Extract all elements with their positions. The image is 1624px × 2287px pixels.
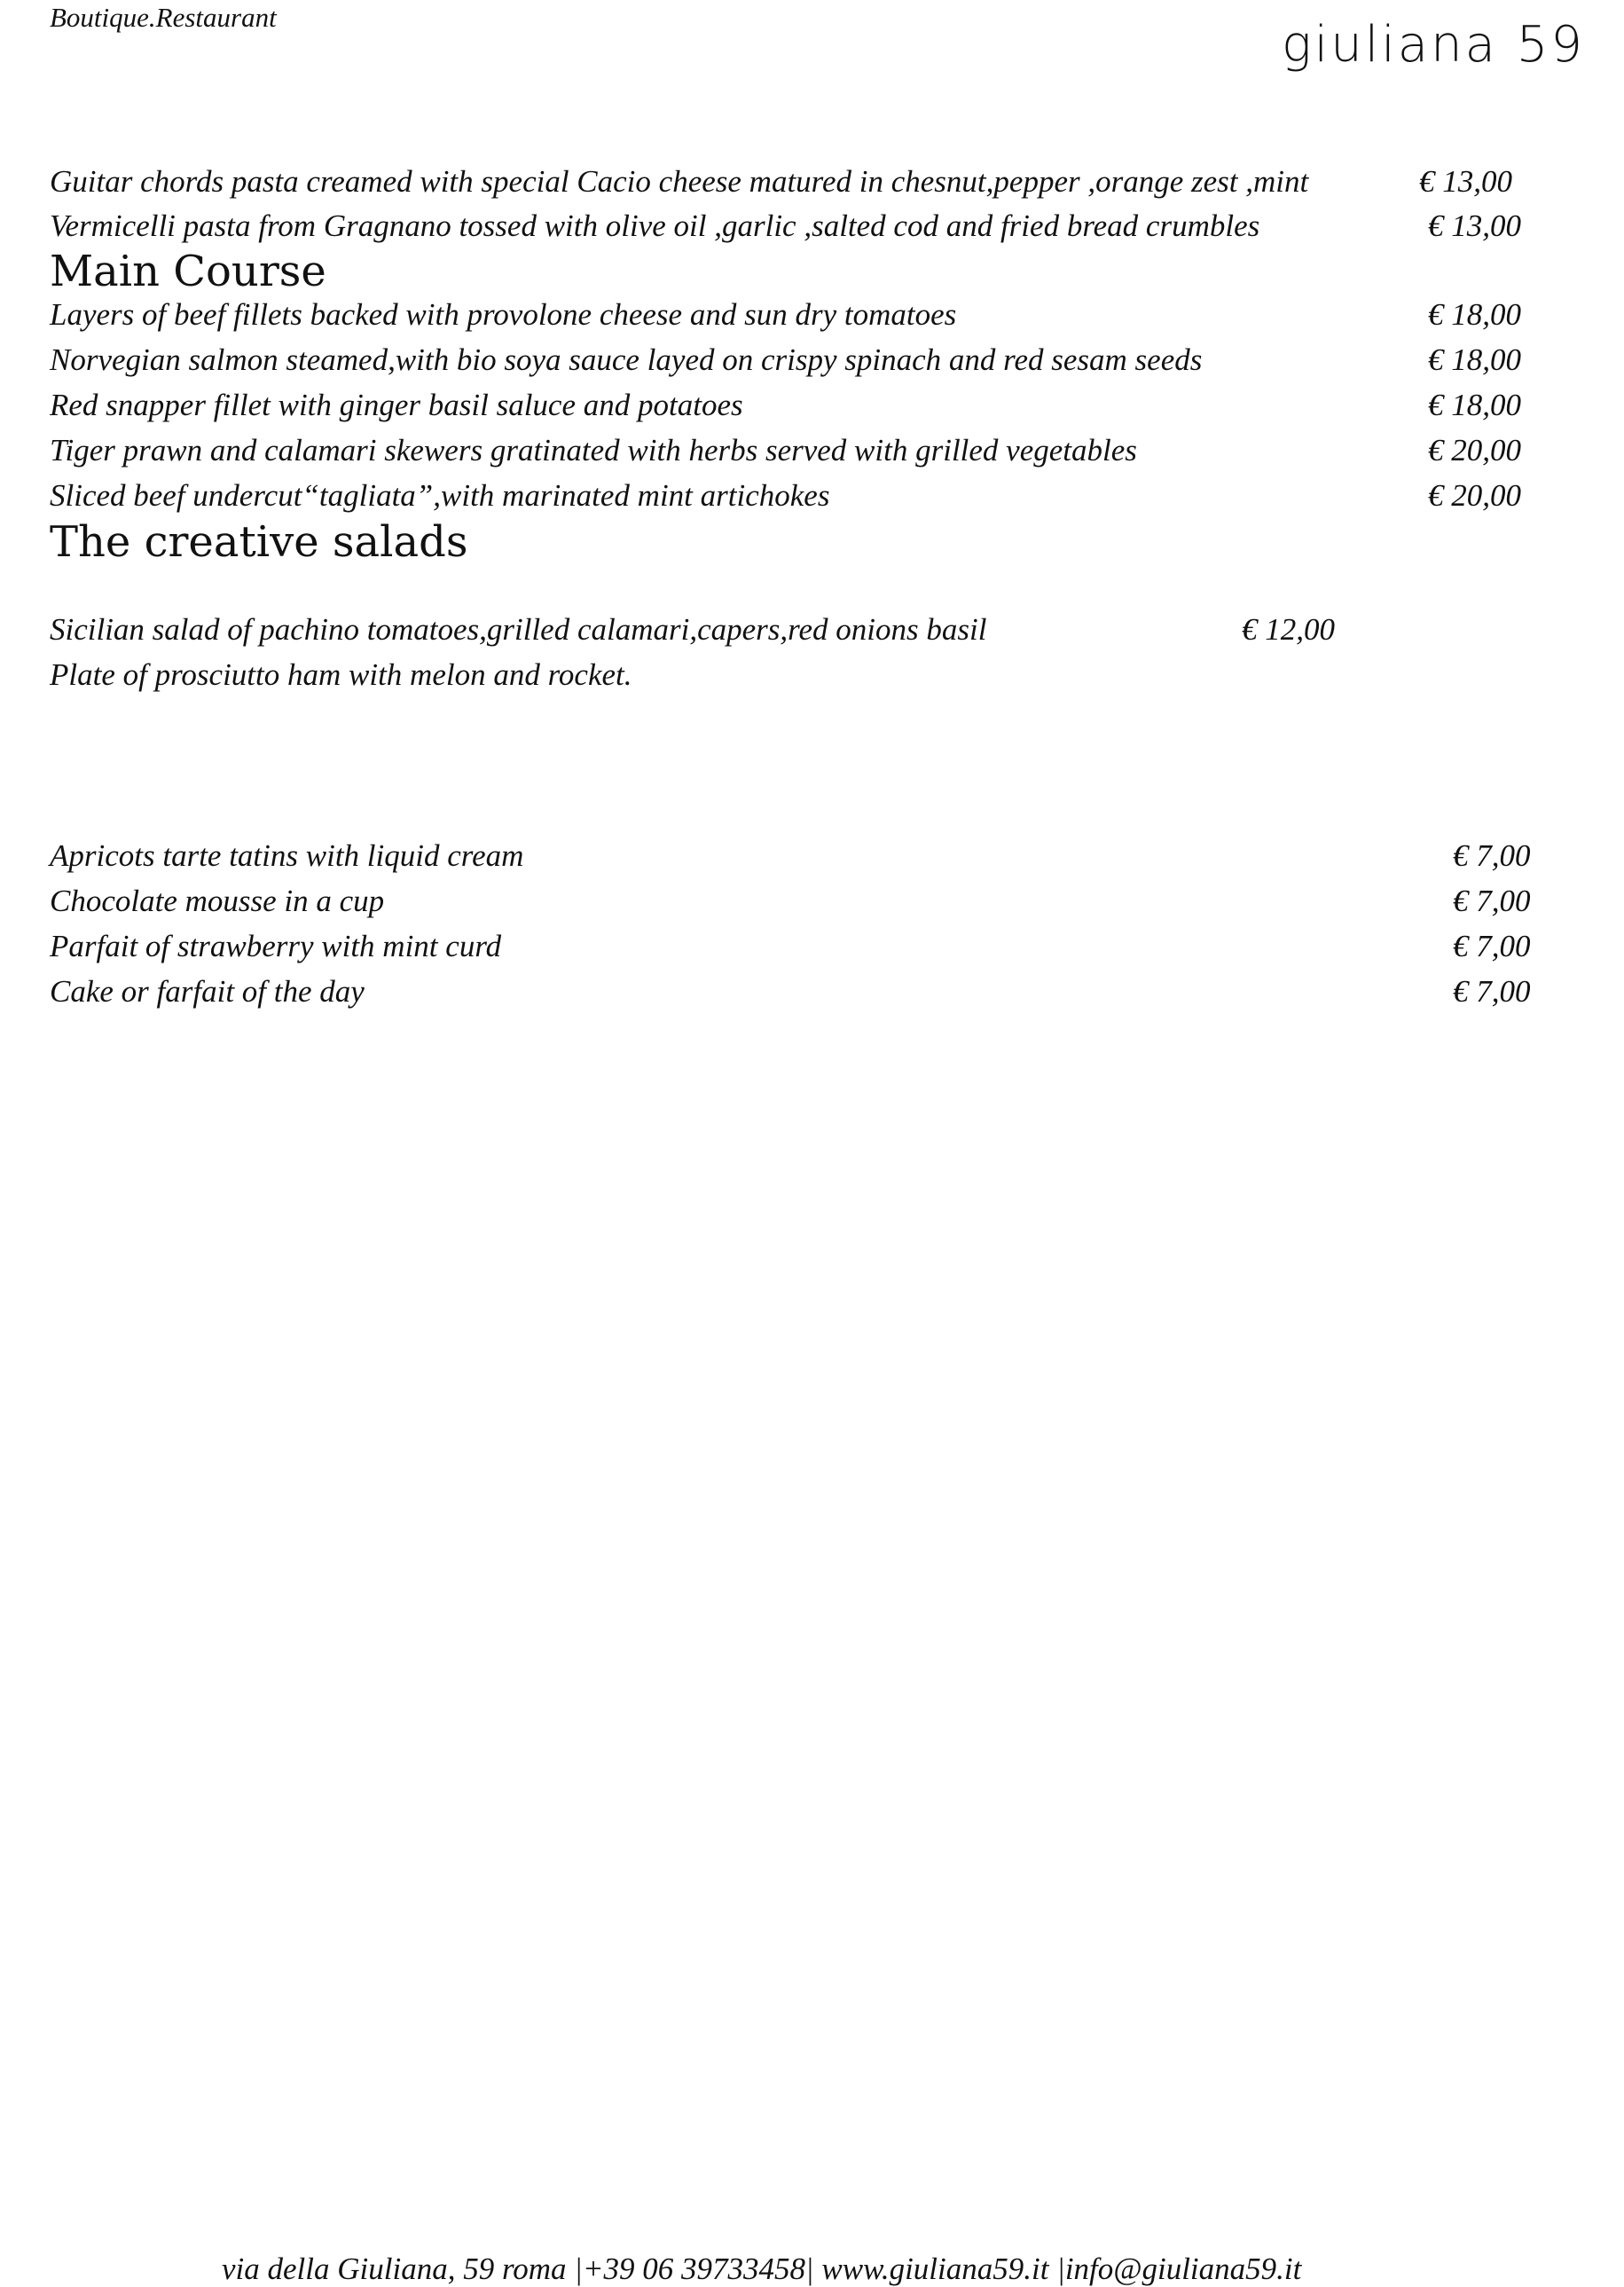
menu-item-price: € 20,00: [1428, 433, 1521, 468]
footer-contact: via della Giuliana, 59 roma |+39 06 39733458| www.giuliana59.it |info@giuliana59.it: [222, 2252, 1302, 2286]
menu-item-price: € 7,00: [1453, 838, 1531, 873]
menu-item-price: € 7,00: [1453, 974, 1531, 1009]
menu-item-price: € 18,00: [1428, 388, 1521, 422]
menu-item-name: Vermicelli pasta from Gragnano tossed with olive oil ,garlic ,salted cod and fried bread crumbles: [50, 208, 1260, 243]
menu-item-name: Red snapper fillet with ginger basil saluce and potatoes: [50, 388, 743, 422]
menu-item-name: Layers of beef fillets backed with provolone cheese and sun dry tomatoes: [50, 297, 957, 332]
restaurant-brand-logo: giuliana 59: [1282, 16, 1585, 74]
menu-item-name: Tiger prawn and calamari skewers gratinated with herbs served with grilled vegetables: [50, 433, 1137, 468]
menu-item-name: Guitar chords pasta creamed with special Cacio cheese matured in chesnut,pepper ,orange zest ,mint: [50, 164, 1309, 199]
menu-item-price: € 13,00: [1419, 164, 1512, 199]
menu-item-name: Cake or farfait of the day: [50, 974, 365, 1009]
menu-item-name: Plate of prosciutto ham with melon and rocket.: [50, 657, 632, 692]
section-heading-main-course: Main Course: [50, 247, 326, 296]
menu-item-price: € 18,00: [1428, 342, 1521, 377]
menu-item-name: Sliced beef undercut“tagliata”,with marinated mint artichokes: [50, 478, 830, 513]
menu-item-price: € 18,00: [1428, 297, 1521, 332]
menu-item-name: Norvegian salmon steamed,with bio soya sauce layed on crispy spinach and red sesam seeds: [50, 342, 1203, 377]
menu-item-name: Apricots tarte tatins with liquid cream: [50, 838, 524, 873]
menu-item-name: Chocolate mousse in a cup: [50, 884, 385, 918]
menu-item-name: Parfait of strawberry with mint curd: [50, 929, 502, 963]
section-heading-creative-salads: The creative salads: [50, 517, 468, 567]
menu-item-price: € 13,00: [1428, 208, 1521, 243]
menu-item-price: € 7,00: [1453, 884, 1531, 918]
menu-item-name: Sicilian salad of pachino tomatoes,grilled calamari,capers,red onions basil: [50, 612, 987, 647]
restaurant-tagline: Boutique.Restaurant: [50, 2, 277, 33]
menu-item-price: € 12,00: [1242, 612, 1335, 647]
menu-item-price: € 7,00: [1453, 929, 1531, 963]
menu-item-price: € 20,00: [1428, 478, 1521, 513]
